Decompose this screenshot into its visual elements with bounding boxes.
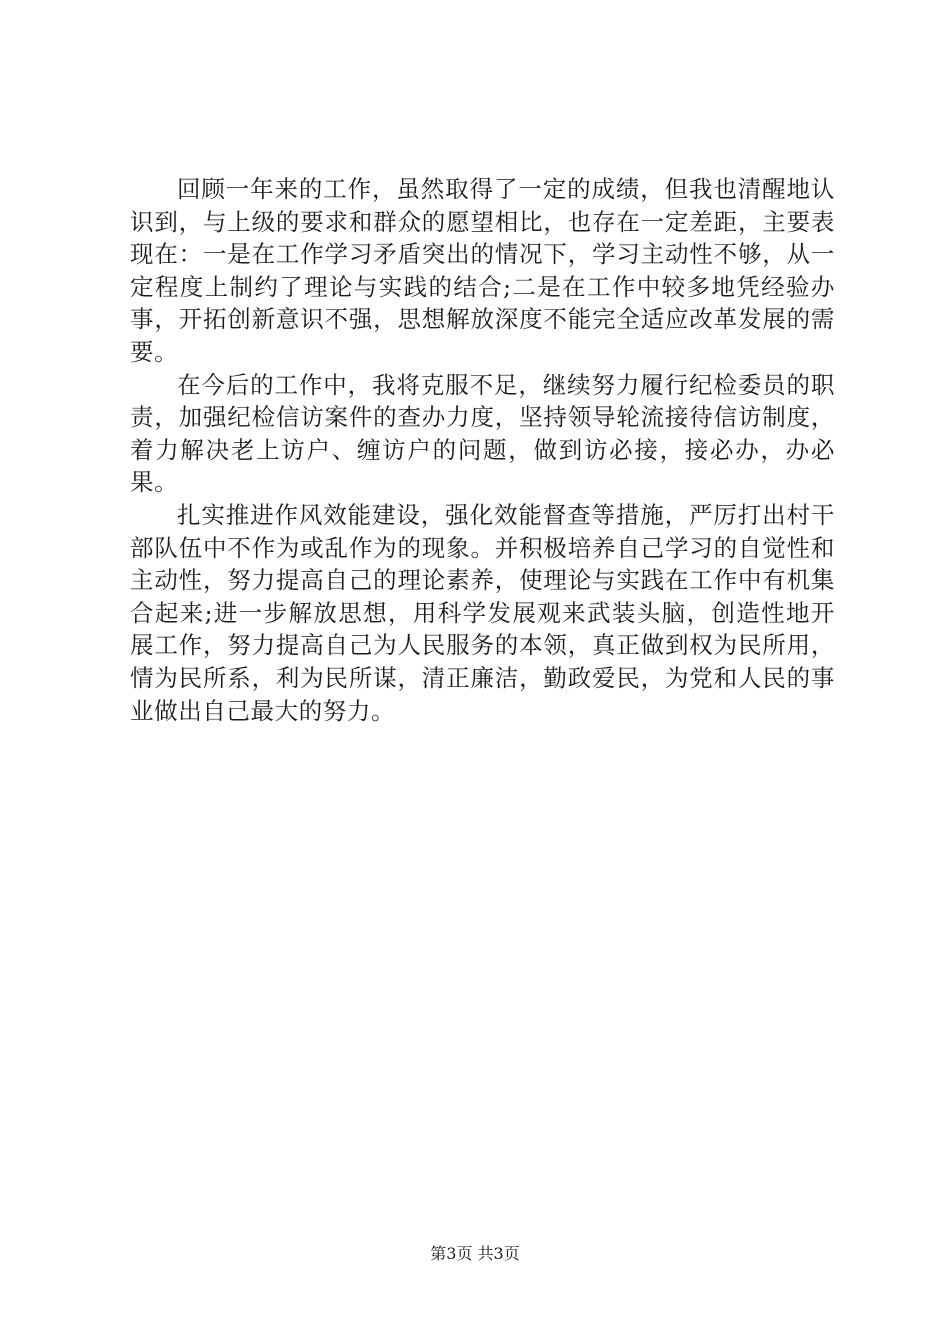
paragraph-future-work: 在今后的工作中，我将克服不足，继续努力履行纪检委员的职责，加强纪检信访案件的查办力度，坚持领导轮流接待信访制度，着力解决老上访户、缠访户的问题，做到访必接，接必办，办必果。 bbox=[130, 370, 835, 497]
document-body bbox=[130, 173, 835, 727]
paragraph-shortcomings: 回顾一年来的工作，虽然取得了一定的成绩，但我也清醒地认识到，与上级的要求和群众的愿望相比，也存在一定差距，主要表现在：一是在工作学习矛盾突出的情况下，学习主动性不够，从一定程度上制约了理论与实践的结合;二是在工作中较多地凭经验办事，开拓创新意识不强，思想解放深度不能完全适应改革发展的需要。 bbox=[130, 175, 835, 366]
page-number-footer: 第3页 共3页 bbox=[430, 1244, 520, 1263]
paragraph-work-style: 扎实推进作风效能建设，强化效能督查等措施，严厉打出村干部队伍中不作为或乱作为的现象。并积极培养自己学习的自觉性和主动性，努力提高自己的理论素养，使理论与实践在工作中有机集合起来;进一步解放思想，用科学发展观来武装头脑，创造性地开展工作，努力提高自己为人民服务的本领，真正做到权为民所用，情为民所系，利为民所谋，清正廉洁，勤政爱民，为党和人民的事业做出自己最大的努力。 bbox=[130, 500, 835, 725]
